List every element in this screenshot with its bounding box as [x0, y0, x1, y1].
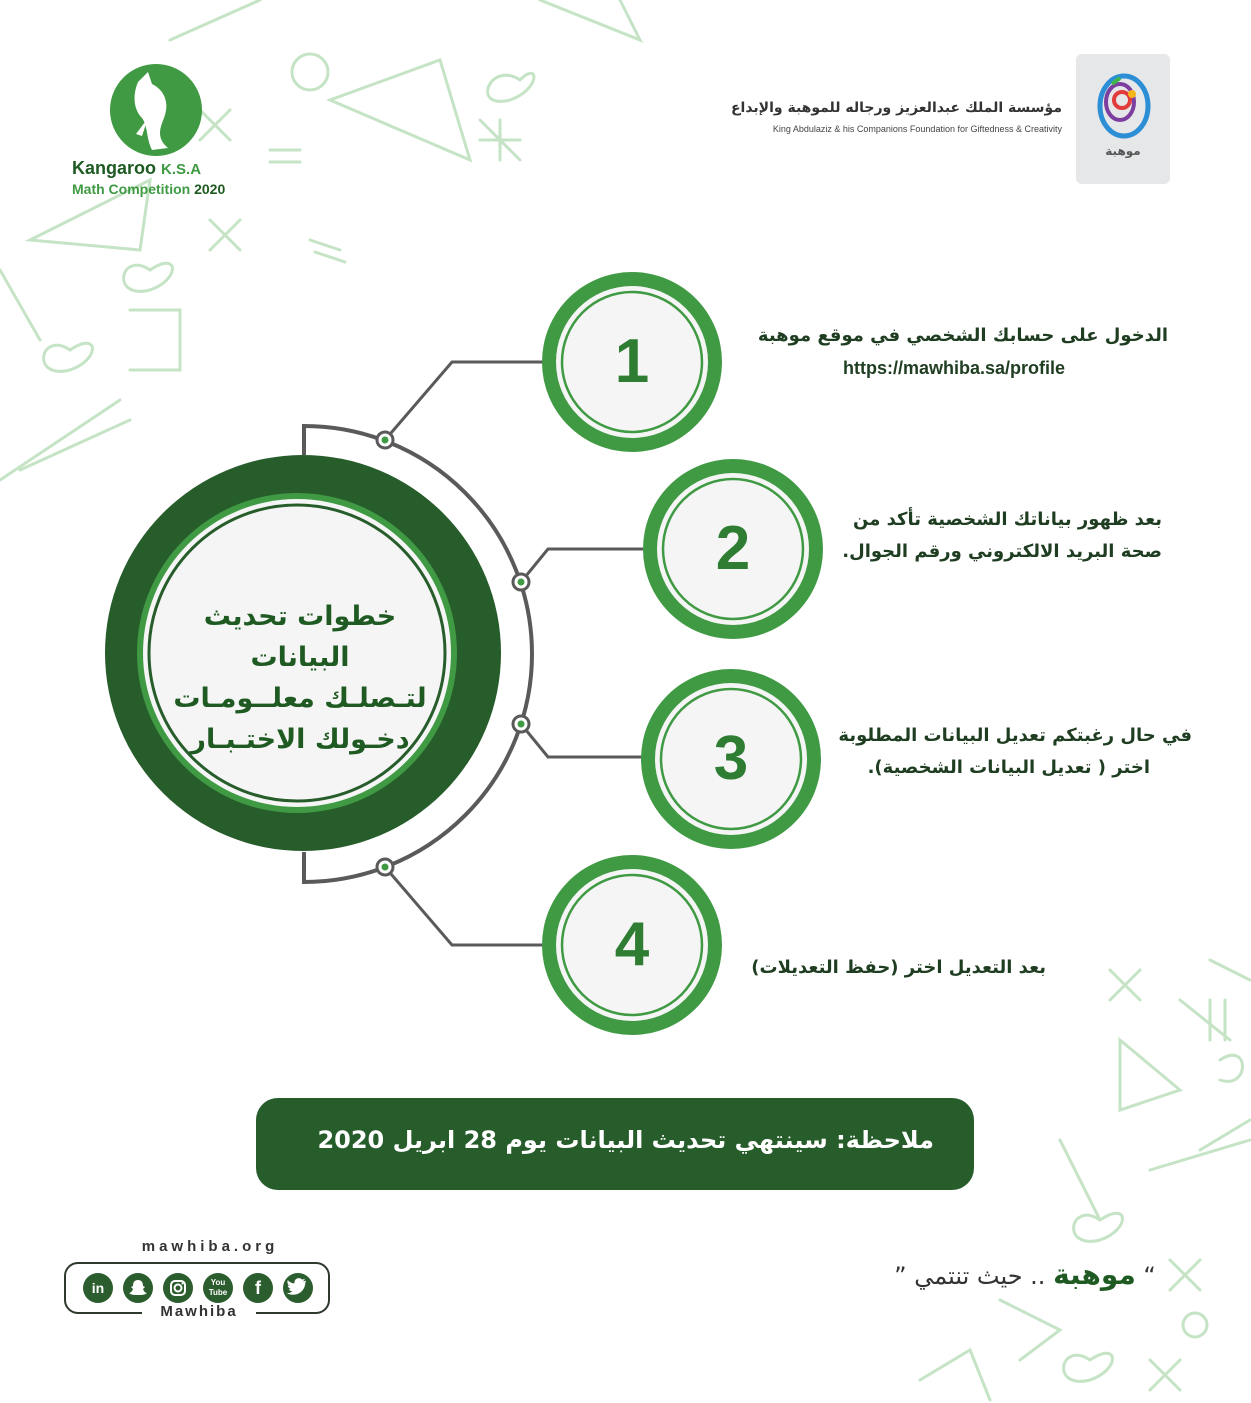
step-1-description: الدخول على حسابك الشخصي في موقع موهبة: [757, 325, 1168, 346]
twitter-icon[interactable]: [283, 1273, 313, 1303]
step-number-1: 1: [614, 327, 650, 396]
hub-line-3: دخـولك الاختـبـار: [190, 724, 410, 755]
hub-title: [150, 596, 450, 760]
slogan-brand: موهبة: [1053, 1258, 1136, 1291]
foundation-name-ar: مؤسسة الملك عبدالعزيز ورجاله للموهبة والإبداع: [730, 100, 1062, 116]
slogan-text: .. حيث تنتمي: [914, 1262, 1054, 1290]
step-number-4: 4: [614, 910, 650, 979]
step-3-line-2: اختر ( تعديل البيانات الشخصية).: [867, 757, 1150, 778]
step-text-1: [740, 320, 1168, 384]
competition-year: 2020: [194, 181, 226, 197]
kangaroo-name: Kangaroo: [72, 158, 157, 178]
youtube-icon[interactable]: You Tube: [203, 1273, 233, 1303]
profile-link[interactable]: https://mawhiba.sa/profile: [842, 358, 1066, 378]
step-number-3: 3: [713, 724, 749, 793]
note-text: ملاحظة: سينتهي تحديث البيانات يوم 28 ابريل 2020: [317, 1126, 934, 1154]
website-url[interactable]: mawhiba.org: [141, 1238, 279, 1255]
snapchat-icon[interactable]: [123, 1273, 153, 1303]
hub-line-2: لتـصلـك معلــومـات: [173, 683, 427, 714]
connector-2: [521, 549, 643, 582]
step-text-2: [820, 504, 1162, 568]
connector-4: [385, 867, 546, 945]
step-text-3: [820, 720, 1192, 784]
step-2-line-1: بعد ظهور بياناتك الشخصية تأكد من: [853, 509, 1162, 530]
social-handle: Mawhiba: [142, 1303, 256, 1320]
competition-name: Math Competition: [72, 181, 191, 197]
facebook-icon[interactable]: f: [243, 1273, 273, 1303]
connector-1: [385, 362, 546, 440]
instagram-icon[interactable]: [163, 1273, 193, 1303]
kangaroo-region: K.S.A: [161, 161, 202, 178]
step-3-line-1: في حال رغبتكم تعديل البيانات المطلوبة: [838, 725, 1192, 746]
note-banner: [256, 1098, 974, 1190]
slogan-quote-open: “: [1143, 1262, 1156, 1290]
step-number-2: 2: [715, 514, 751, 583]
hub-line-1: خطوات تحديث البيانات: [203, 601, 397, 673]
slogan-quote-close: ”: [894, 1262, 907, 1290]
linkedin-icon[interactable]: in: [83, 1273, 113, 1303]
foundation-name-en: King Abdulaziz & his Companions Foundation for Giftedness & Creativity: [772, 124, 1062, 134]
slogan: [860, 1258, 1190, 1291]
connector-3: [521, 724, 643, 757]
step-2-line-2: صحة البريد الالكتروني ورقم الجوال.: [842, 541, 1162, 562]
step-text-4: بعد التعديل اختر (حفظ التعديلات): [751, 957, 1046, 978]
mawhiba-logo-text: موهبة: [1105, 144, 1141, 158]
